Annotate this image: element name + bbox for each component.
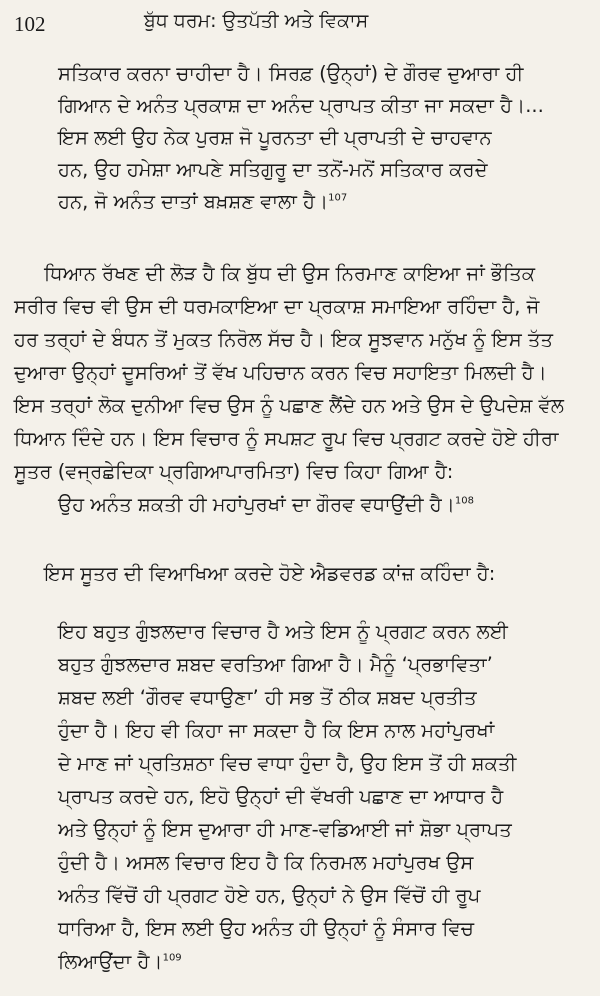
running-head: ਬੁੱਧ ਧਰਮ: ਉਤਪੱਤੀ ਅਤੇ ਵਿਕਾਸ [144, 10, 369, 32]
footnote-ref: 109 [162, 952, 182, 964]
quote-line: ਹੁੰਦਾ ਹੈ। ਇਹ ਵੀ ਕਿਹਾ ਜਾ ਸਕਦਾ ਹੈ ਕਿ ਇਸ ਨਾਲ ਮਹਾਂਪੁਰਖਾਂ [58, 719, 495, 742]
quote-line: ਅਨੰਤ ਵਿੱਚੋਂ ਹੀ ਪ੍ਰਗਟ ਹੋਏ ਹਨ, ਉਨ੍ਹਾਂ ਨੇ ਉਸ ਵਿੱਚੋਂ ਹੀ ਰੂਪ [58, 884, 481, 907]
page-header [14, 10, 586, 38]
quote-line: ਧਾਰਿਆ ਹੈ, ਇਸ ਲਈ ਉਹ ਅਨੰਤ ਹੀ ਉਨ੍ਹਾਂ ਨੂੰ ਸੰਸਾਰ ਵਿਚ [58, 917, 474, 940]
paragraph-line: ਸਰੀਰ ਵਿਚ ਵੀ ਉਸ ਦੀ ਧਰਮਕਾਇਆ ਦਾ ਪ੍ਰਕਾਸ਼ ਸਮਾਇਆ ਰਹਿੰਦਾ ਹੈ, ਜੋ [14, 295, 540, 318]
quote-line [58, 185, 347, 219]
footnote-ref: 108 [454, 495, 474, 507]
quote-line-text: ਉਹ ਅਨੰਤ ਸ਼ਕਤੀ ਹੀ ਮਹਾਂਪੁਰਖਾਂ ਦਾ ਗੌਰਵ ਵਧਾਉਂਦੀ ਹੈ। [58, 493, 455, 516]
paragraph-line: ਧਿਆਨ ਰੱਖਣ ਦੀ ਲੋੜ ਹੈ ਕਿ ਬੁੱਧ ਦੀ ਉਸ ਨਿਰਮਾਣ ਕਾਇਆ ਜਾਂ ਭੌਤਿਕ [44, 262, 536, 285]
paragraph-line: ਧਿਆਨ ਦਿੰਦੇ ਹਨ। ਇਸ ਵਿਚਾਰ ਨੂੰ ਸਪਸ਼ਟ ਰੂਪ ਵਿਚ ਪ੍ਰਗਟ ਕਰਦੇ ਹੋਏ ਹੀਰਾ [14, 427, 559, 450]
quote-line: ਸ਼ਬਦ ਲਈ ‘ਗੌਰਵ ਵਧਾਉਣਾ’ ਹੀ ਸਭ ਤੋਂ ਠੀਕ ਸ਼ਬਦ ਪ੍ਰਤੀਤ [58, 686, 477, 709]
paragraph-line: ਹਰ ਤਰ੍ਹਾਂ ਦੇ ਬੰਧਨ ਤੋਂ ਮੁਕਤ ਨਿਰੋਲ ਸੱਚ ਹੈ। ਇਕ ਸੂਝਵਾਨ ਮਨੁੱਖ ਨੂੰ ਇਸ ਤੱਤ [14, 328, 553, 351]
quote-line: ਗਿਆਨ ਦੇ ਅਨੰਤ ਪ੍ਰਕਾਸ਼ ਦਾ ਅਨੰਦ ਪ੍ਰਾਪਤ ਕੀਤਾ ਜਾ ਸਕਦਾ ਹੈ।... [58, 94, 544, 117]
quote-line [58, 945, 182, 979]
paragraph-line: ਇਸ ਤਰ੍ਹਾਂ ਲੋਕ ਦੁਨੀਆ ਵਿਚ ਉਸ ਨੂੰ ਪਛਾਣ ਲੈਂਦੇ ਹਨ ਅਤੇ ਉਸ ਦੇ ਉਪਦੇਸ਼ ਵੱਲ [14, 394, 564, 417]
quote-line: ਹਨ, ਉਹ ਹਮੇਸ਼ਾ ਆਪਣੇ ਸਤਿਗੁਰੂ ਦਾ ਤਨੋਂ-ਮਨੋਂ ਸਤਿਕਾਰ ਕਰਦੇ [58, 158, 488, 181]
quote-line: ਬਹੁਤ ਗੁੰਝਲਦਾਰ ਸ਼ਬਦ ਵਰਤਿਆ ਗਿਆ ਹੈ। ਮੈਨੂੰ ‘ਪ੍ਰਭਾਵਿਤਾ’ [58, 653, 493, 676]
quote-line [58, 488, 474, 522]
quote-line: ਅਤੇ ਉਨ੍ਹਾਂ ਨੂੰ ਇਸ ਦੁਆਰਾ ਹੀ ਮਾਣ-ਵਡਿਆਈ ਜਾਂ ਸ਼ੋਭਾ ਪ੍ਰਾਪਤ [58, 818, 512, 841]
footnote-ref: 107 [328, 192, 348, 204]
quote-line-text: ਹਨ, ਜੋ ਅਨੰਤ ਦਾਤਾਂ ਬਖ਼ਸ਼ਣ ਵਾਲਾ ਹੈ। [58, 190, 329, 213]
paragraph-line: ਦੁਆਰਾ ਉਨ੍ਹਾਂ ਦੂਸਰਿਆਂ ਤੋਂ ਵੱਖ ਪਹਿਚਾਨ ਕਰਨ ਵਿਚ ਸਹਾਇਤਾ ਮਿਲਦੀ ਹੈ। [14, 361, 547, 384]
page-number: 102 [14, 11, 46, 36]
quote-line: ਸਤਿਕਾਰ ਕਰਨਾ ਚਾਹੀਦਾ ਹੈ। ਸਿਰਫ਼ (ਉਨ੍ਹਾਂ) ਦੇ ਗੌਰਵ ਦੁਆਰਾ ਹੀ [58, 62, 524, 85]
quote-line: ਪ੍ਰਾਪਤ ਕਰਦੇ ਹਨ, ਇਹੋ ਉਨ੍ਹਾਂ ਦੀ ਵੱਖਰੀ ਪਛਾਣ ਦਾ ਆਧਾਰ ਹੈ [58, 785, 504, 808]
quote-line: ਦੇ ਮਾਣ ਜਾਂ ਪ੍ਰਤਿਸ਼ਠਾ ਵਿਚ ਵਾਧਾ ਹੁੰਦਾ ਹੈ, ਉਹ ਇਸ ਤੋਂ ਹੀ ਸ਼ਕਤੀ [58, 752, 517, 775]
quote-line-text: ਲਿਆਉਂਦਾ ਹੈ। [58, 950, 163, 973]
quote-line: ਇਸ ਲਈ ਉਹ ਨੇਕ ਪੁਰਸ਼ ਜੋ ਪੂਰਨਤਾ ਦੀ ਪ੍ਰਾਪਤੀ ਦੇ ਚਾਹਵਾਨ [58, 126, 492, 149]
quote-line: ਹੁੰਦੀ ਹੈ। ਅਸਲ ਵਿਚਾਰ ਇਹ ਹੈ ਕਿ ਨਿਰਮਲ ਮਹਾਂਪੁਰਖ ਉਸ [58, 851, 474, 874]
paragraph-line: ਸੂਤਰ (ਵਜ੍ਰਛੇਦਿਕਾ ਪ੍ਰਗਿਆਪਾਰਮਿਤਾ) ਵਿਚ ਕਿਹਾ ਗਿਆ ਹੈ: [14, 460, 454, 483]
quote-line: ਇਹ ਬਹੁਤ ਗੁੰਝਲਦਾਰ ਵਿਚਾਰ ਹੈ ਅਤੇ ਇਸ ਨੂੰ ਪ੍ਰਗਟ ਕਰਨ ਲਈ [58, 620, 508, 643]
paragraph-line: ਇਸ ਸੂਤਰ ਦੀ ਵਿਆਖਿਆ ਕਰਦੇ ਹੋਏ ਐਡਵਰਡ ਕਾਂਜ਼ ਕਹਿੰਦਾ ਹੈ: [44, 562, 496, 585]
